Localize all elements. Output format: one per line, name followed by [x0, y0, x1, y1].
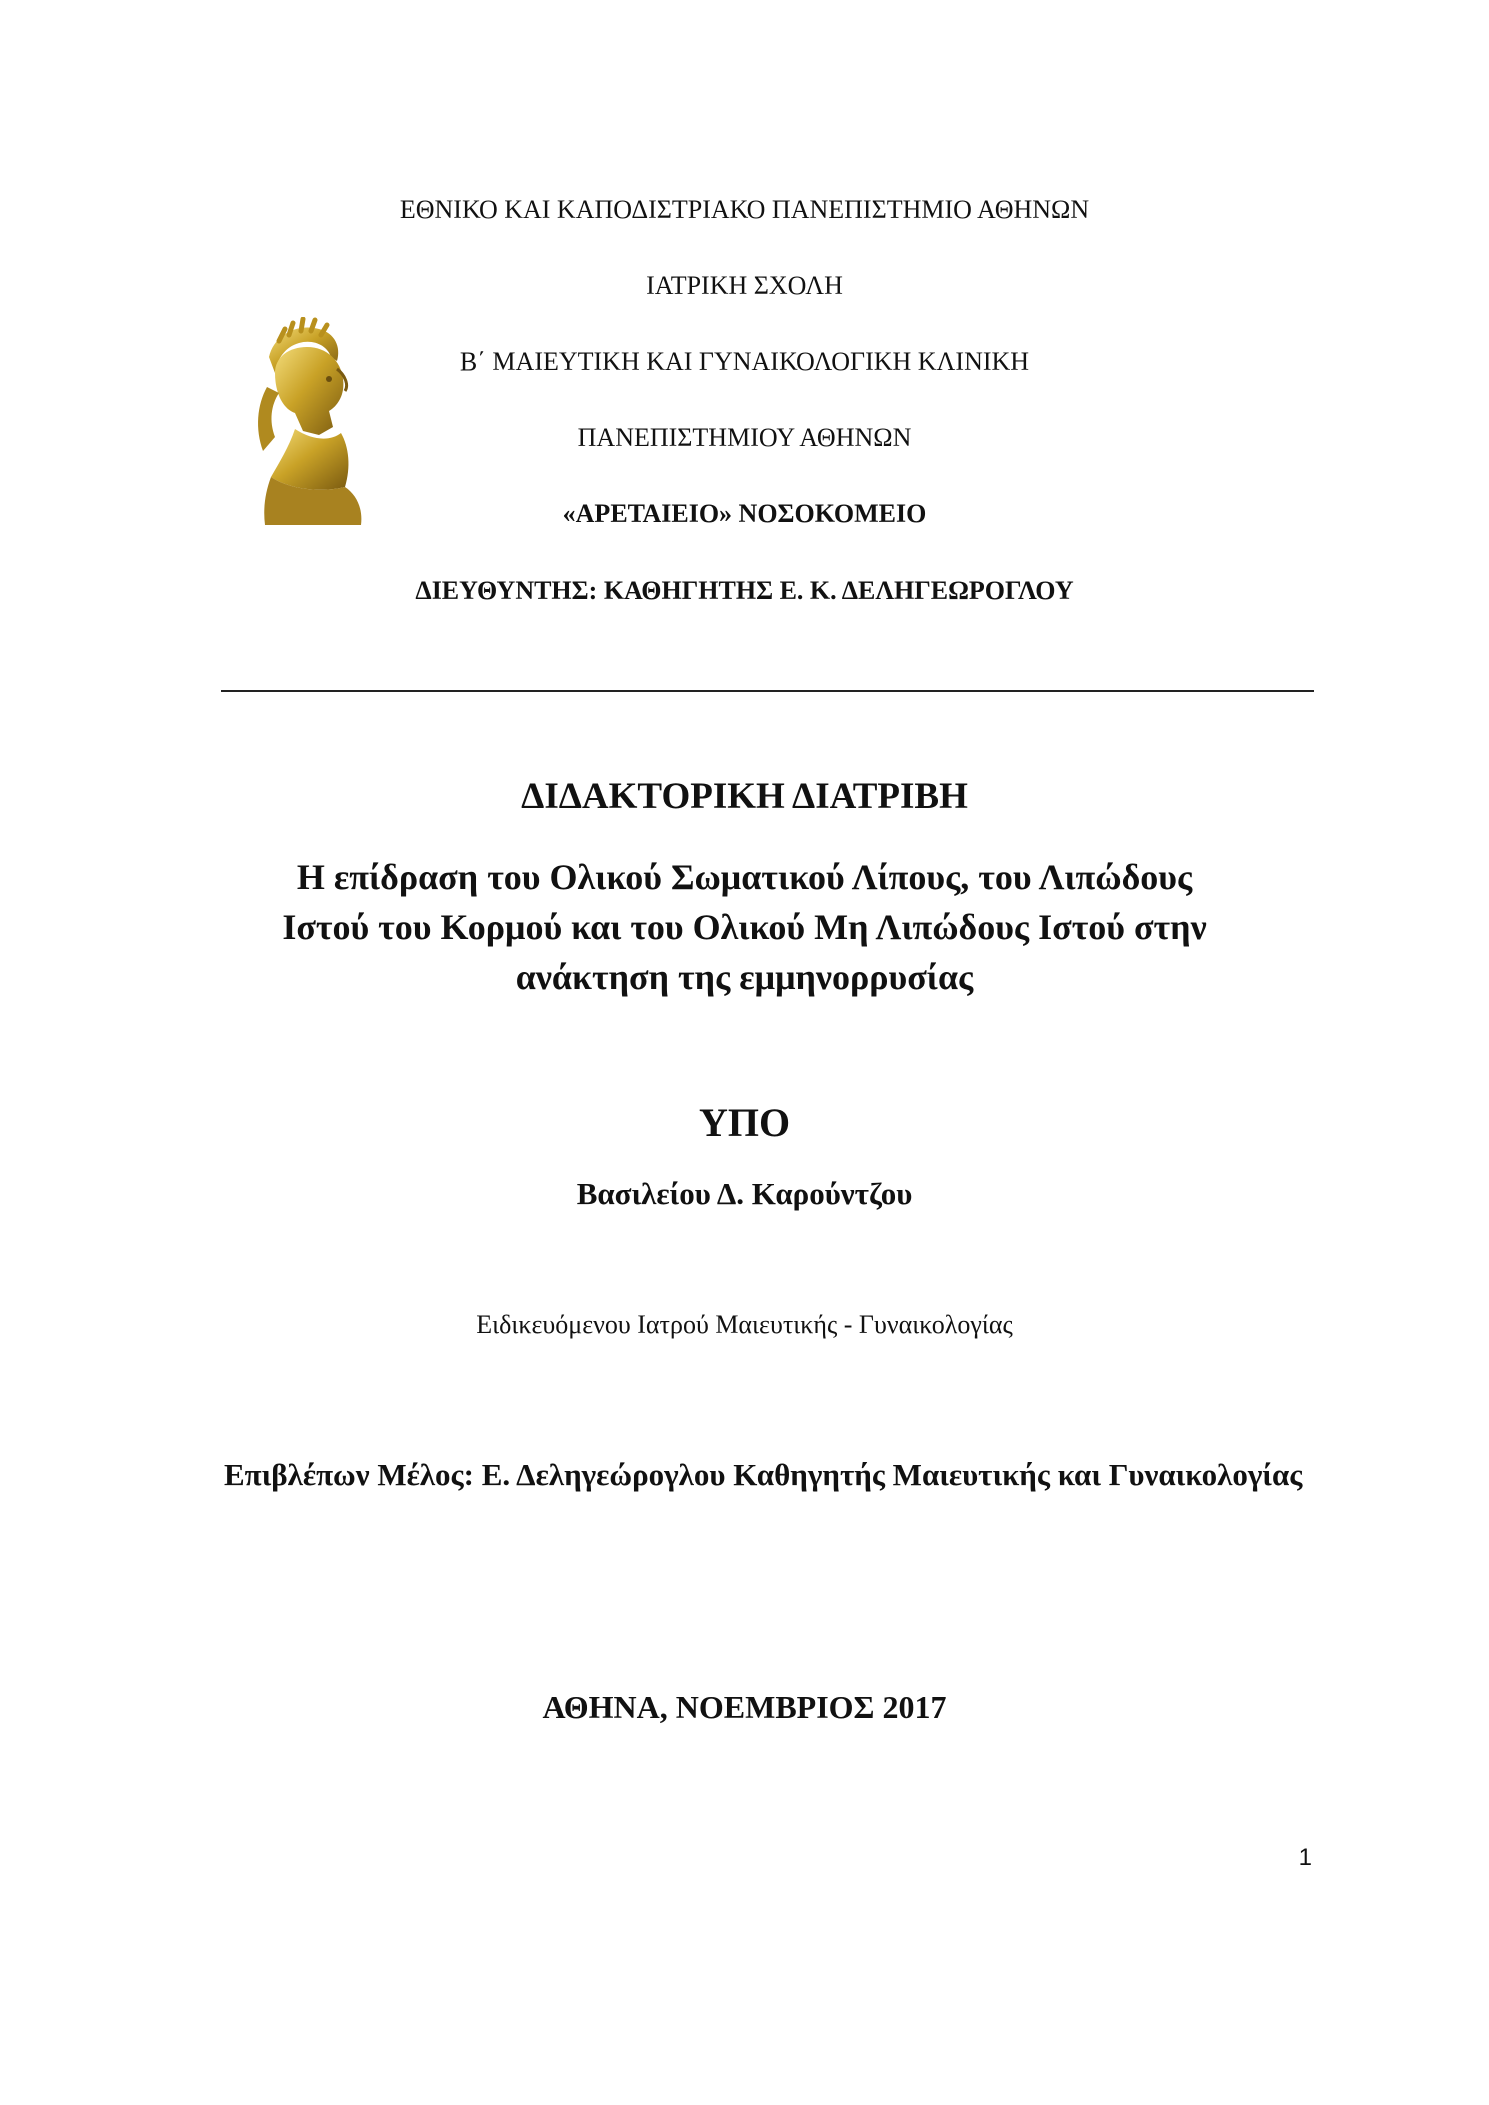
- place-date: ΑΘΗΝΑ, ΝΟΕΜΒΡΙΟΣ 2017: [542, 1689, 947, 1725]
- author-title: Ειδικευόμενου Ιατρού Μαιευτικής - Γυναικολογίας: [476, 1310, 1013, 1339]
- clinic-name: Β΄ ΜΑΙΕΥΤΙΚΗ ΚΑΙ ΓΥΝΑΙΚΟΛΟΓΙΚΗ ΚΛΙΝΙΚΗ: [459, 347, 1030, 376]
- university-short-name: ΠΑΝΕΠΙΣΤΗΜΙΟΥ ΑΘΗΝΩΝ: [577, 423, 912, 452]
- university-name: ΕΘΝΙΚΟ ΚΑΙ ΚΑΠΟΔΙΣΤΡΙΑΚΟ ΠΑΝΕΠΙΣΤΗΜΙΟ ΑΘΗΝΩΝ: [399, 195, 1090, 224]
- thesis-title-line-2: Ιστού του Κορμού και του Ολικού Μη Λιπώδους Ιστού στην: [282, 907, 1207, 947]
- by-label: ΥΠΟ: [698, 1100, 791, 1145]
- document-type: ΔΙΔΑΚΤΟΡΙΚΗ ΔΙΑΤΡΙΒΗ: [521, 776, 968, 817]
- director-line: ΔΙΕΥΘΥΝΤΗΣ: ΚΑΘΗΓΗΤΗΣ Ε. Κ. ΔΕΛΗΓΕΩΡΟΓΛΟΥ: [415, 576, 1074, 605]
- header-divider: [221, 690, 1314, 692]
- thesis-title-line-3: ανάκτηση της εμμηνορρυσίας: [515, 957, 974, 997]
- supervisor-line: Επιβλέπων Μέλος: Ε. Δεληγεώρογλου Καθηγητής Μαιευτικής και Γυναικολογίας: [224, 1457, 1303, 1492]
- page-number: 1: [1298, 1844, 1312, 1871]
- author-name: Βασιλείου Δ. Καρούντζου: [576, 1176, 913, 1211]
- school-name: ΙΑΤΡΙΚΗ ΣΧΟΛΗ: [646, 271, 843, 300]
- thesis-title-line-1: Η επίδραση του Ολικού Σωματικού Λίπους, του Λιπώδους: [296, 857, 1193, 897]
- hospital-name: «ΑΡΕΤΑΙΕΙΟ» ΝΟΣΟΚΟΜΕΙΟ: [562, 499, 927, 528]
